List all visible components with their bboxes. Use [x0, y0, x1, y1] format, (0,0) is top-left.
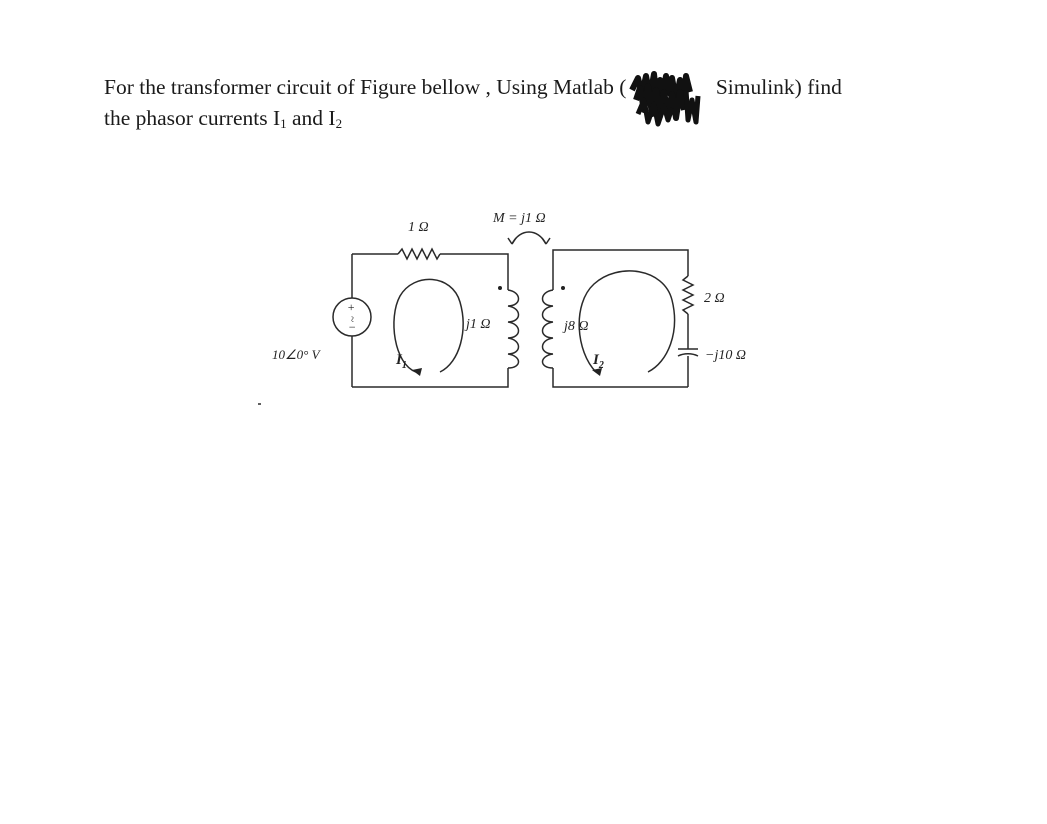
mesh-current-1-label: $I_1$ — [396, 352, 407, 371]
capacitor-plate-2 — [678, 354, 698, 356]
question-line-1-start: For the transformer circuit of Figure bellow , Using Matlab ( — [104, 75, 627, 99]
source-plus-sign: + — [347, 300, 356, 314]
mesh-current-1-arrow — [412, 368, 422, 376]
secondary-wire-top — [553, 250, 688, 290]
question-line-1-end: Simulink) find — [710, 75, 842, 99]
question-line-2-start: the phasor currents I — [104, 106, 281, 130]
current-1-subscript: 1 — [280, 116, 287, 131]
mutual-arrow-right — [542, 238, 550, 244]
mutual-inductance-arc — [512, 232, 546, 244]
resistor-2-label: 2 Ω — [704, 291, 725, 306]
resistor-1-symbol — [398, 249, 440, 259]
resistor-1-label: 1 Ω — [408, 220, 429, 235]
resistor-2-symbol — [683, 276, 693, 314]
primary-coil-symbol — [508, 290, 519, 368]
mutual-inductance-label: M = j1 Ω — [493, 211, 546, 226]
secondary-coil-label: j8 Ω — [564, 319, 589, 334]
secondary-coil-symbol — [543, 290, 554, 368]
question-line-2-middle: and I — [286, 106, 336, 130]
secondary-wire-bottom — [553, 368, 688, 387]
mutual-arrow-left — [508, 238, 516, 244]
mesh-current-2-label: $I_2$ — [593, 352, 604, 371]
primary-coil-label: j1 Ω — [466, 317, 491, 332]
current-2-subscript: 2 — [335, 116, 343, 131]
mesh-current-1-loop — [394, 279, 463, 372]
capacitor-label: −j10 Ω — [705, 348, 746, 363]
source-minus-sign: − — [348, 320, 357, 334]
secondary-polarity-dot — [561, 286, 565, 290]
primary-polarity-dot — [498, 286, 502, 290]
source-label: 10∠0° V — [272, 347, 320, 362]
source-tilde: ~ — [346, 316, 358, 322]
primary-wire-top-right — [440, 254, 508, 290]
primary-wire-bottom — [352, 368, 508, 387]
